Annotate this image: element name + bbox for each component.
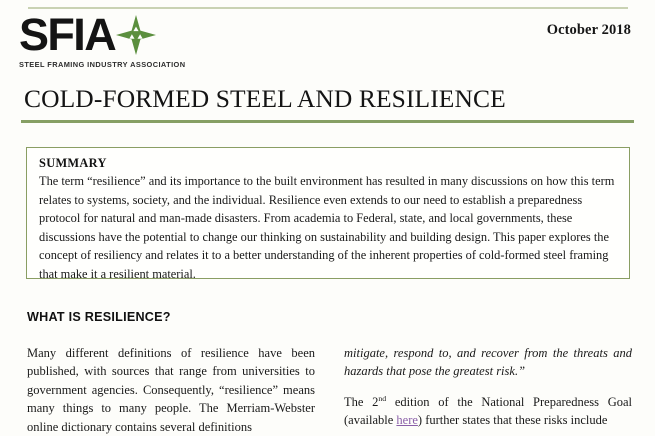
- top-divider-rule: [28, 7, 628, 9]
- paragraph-prefix: The 2: [344, 394, 379, 409]
- ordinal-suffix: nd: [378, 393, 387, 403]
- paragraph-suffix: ) further states that these risks include: [417, 413, 608, 428]
- summary-heading: SUMMARY: [39, 156, 107, 170]
- here-link[interactable]: here: [396, 413, 418, 428]
- title-divider-rule: [21, 120, 634, 123]
- sfia-logo: [19, 9, 219, 69]
- recycling-diamond-icon: [116, 15, 156, 55]
- summary-box: [26, 147, 630, 279]
- right-column-paragraph: [344, 393, 632, 430]
- right-column: [344, 344, 632, 436]
- logo-tagline: STEEL FRAMING INDUSTRY ASSOCIATION: [19, 60, 186, 69]
- left-column: [27, 344, 315, 436]
- logo-row: [19, 9, 219, 60]
- left-column-paragraph: Many different definitions of resilience have been published, with sources that range from universities to government agencies. Consequently, “resilience” means many things to many people. The Merriam-Webster online dictionary contains several definitions: [27, 346, 315, 434]
- right-column-quote: mitigate, respond to, and recover from the threats and hazards that pose the greatest risk.”: [344, 346, 632, 379]
- body-columns: [27, 344, 633, 436]
- summary-body-text: The term “resilience” and its importance to the built environment has resulted in many discussions on how this term relates to systems, society, and the individual. Resilience even extends to our need to establish a preparedness protocol for natural and man-made disasters. From academia to Federal, state, and local governments, these discussions have the potential to change our thinking on sustainability and building design. This paper explores the concept of resiliency and relates it to a better understanding of the inherent properties of cold-formed steel framing that make it a resilient material.: [39, 174, 615, 281]
- logo-wordmark: SFIA: [19, 9, 116, 60]
- section-heading-what-is-resilience: WHAT IS RESILIENCE?: [27, 310, 171, 324]
- page-title: COLD-FORMED STEEL AND RESILIENCE: [24, 84, 506, 113]
- document-header: [0, 10, 655, 78]
- paragraph-middle: edition of the National Preparedness Goal (available: [344, 394, 632, 428]
- issue-date: October 2018: [546, 22, 631, 38]
